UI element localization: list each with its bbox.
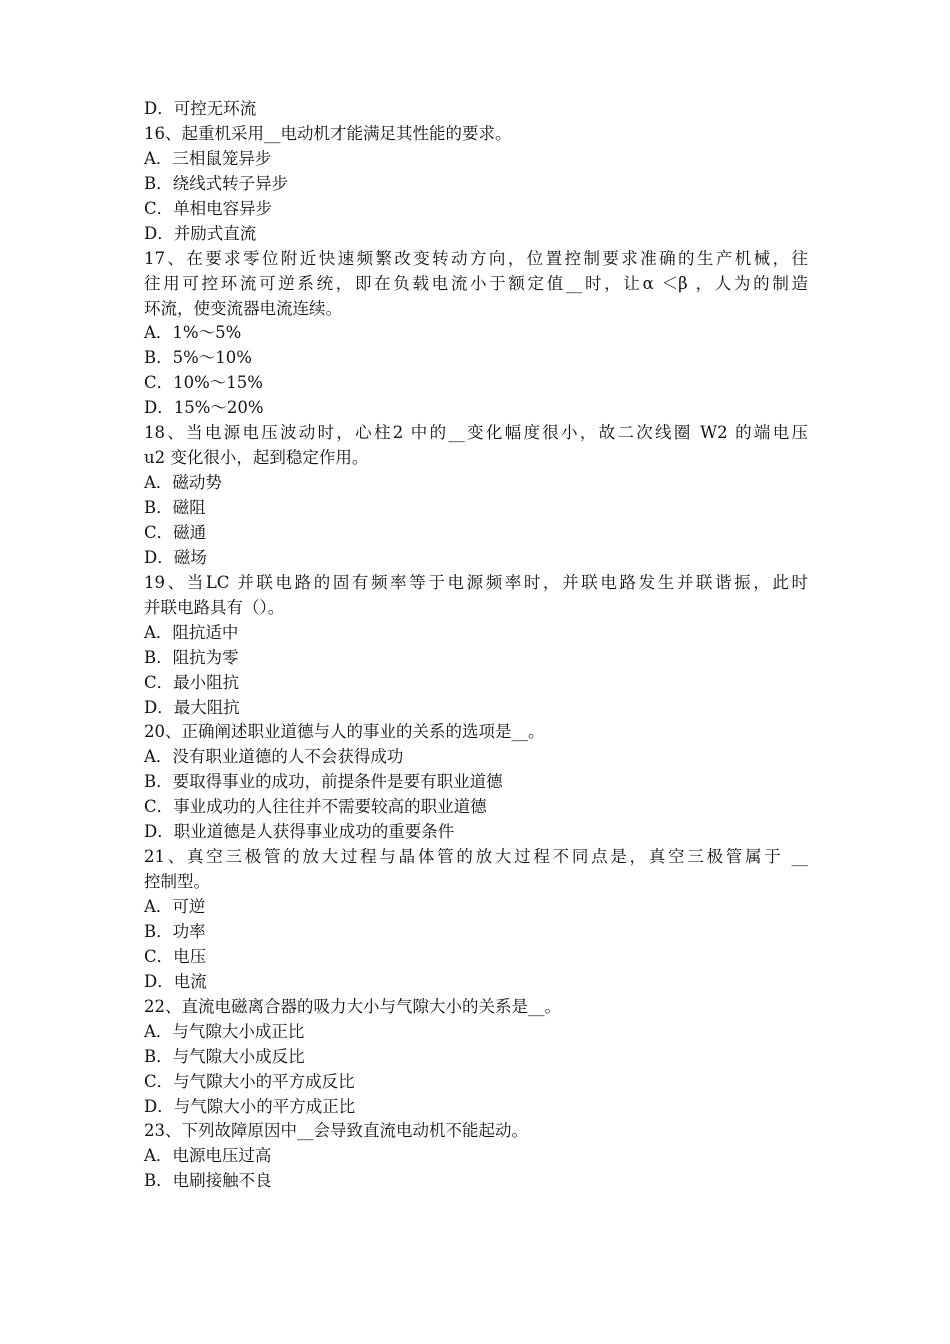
answer-option: A．三相鼠笼异步: [144, 148, 272, 168]
answer-option: C．单相电容异步: [144, 198, 273, 218]
question-text-line: 19、当LC 并联电路的固有频率等于电源频率时，并联电路发生并联谐振，此时: [144, 572, 808, 592]
answer-option: C．与气隙大小的平方成反比: [144, 1071, 355, 1091]
question-text-line: 环流，使变流器电流连续。: [144, 298, 342, 318]
question-text-line: 21、真空三极管的放大过程与晶体管的放大过程不同点是，真空三极管属于 __: [144, 847, 808, 867]
answer-option: A．磁动势: [144, 473, 222, 493]
answer-option: D．最大阻抗: [144, 697, 240, 717]
answer-option: B．功率: [144, 921, 206, 941]
question-text-line: 往用可控环流可逆系统，即在负载电流小于额定值__时，让α ＜β ，人为的制造: [144, 273, 808, 293]
answer-option: C．电压: [144, 946, 207, 966]
question-text-line: 23、下列故障原因中__会导致直流电动机不能起动。: [144, 1121, 528, 1141]
question-text-line: 并联电路具有（）。: [144, 597, 285, 617]
answer-option: A．阻抗适中: [144, 622, 239, 642]
answer-option: C．最小阻抗: [144, 672, 240, 692]
answer-option: D．并励式直流: [144, 223, 257, 243]
answer-option: D．电流: [144, 971, 207, 991]
answer-option: A．与气隙大小成正比: [144, 1021, 305, 1041]
answer-option: C．事业成功的人往往并不需要较高的职业道德: [144, 797, 487, 817]
answer-option: B．电刷接触不良: [144, 1171, 272, 1191]
answer-option: D．与气隙大小的平方成正比: [144, 1096, 356, 1116]
answer-option: A．可逆: [144, 897, 206, 916]
answer-option: B．要取得事业的成功，前提条件是要有职业道德: [144, 772, 503, 792]
answer-option: D．磁场: [144, 547, 207, 567]
question-text-line: 16、起重机采用__电动机才能满足其性能的要求。: [144, 123, 512, 143]
question-text-line: 20、正确阐述职业道德与人的事业的关系的选项是__。: [144, 722, 545, 742]
answer-option: A．没有职业道德的人不会获得成功: [144, 747, 404, 767]
answer-option: B．绕线式转子异步: [144, 173, 289, 193]
answer-option: C．10%～15%: [144, 373, 263, 393]
document-page: [144, 97, 808, 1194]
answer-option: D．15%～20%: [144, 398, 264, 418]
answer-option: C．磁通: [144, 522, 207, 542]
question-text-line: 17、在要求零位附近快速频繁改变转动方向，位置控制要求准确的生产机械，往: [144, 248, 808, 268]
answer-option: B．与气隙大小成反比: [144, 1046, 305, 1066]
answer-option: B．磁阻: [144, 498, 206, 517]
answer-option: B．5%～10%: [144, 348, 252, 368]
answer-option: A．1%～5%: [144, 323, 242, 343]
answer-option: B．阻抗为零: [144, 647, 239, 667]
answer-option: D．可控无环流: [144, 99, 257, 118]
question-text-line: 22、直流电磁离合器的吸力大小与气隙大小的关系是__。: [144, 996, 561, 1016]
answer-option: A．电源电压过高: [144, 1146, 272, 1166]
question-text-line: 18、当电源电压波动时，心柱2 中的__变化幅度很小，故二次线圈 W2 的端电压: [144, 423, 808, 443]
question-text-line: 控制型。: [144, 872, 210, 892]
answer-option: D．职业道德是人获得事业成功的重要条件: [144, 822, 455, 842]
question-text-line: u2 变化很小，起到稳定作用。: [144, 448, 369, 468]
